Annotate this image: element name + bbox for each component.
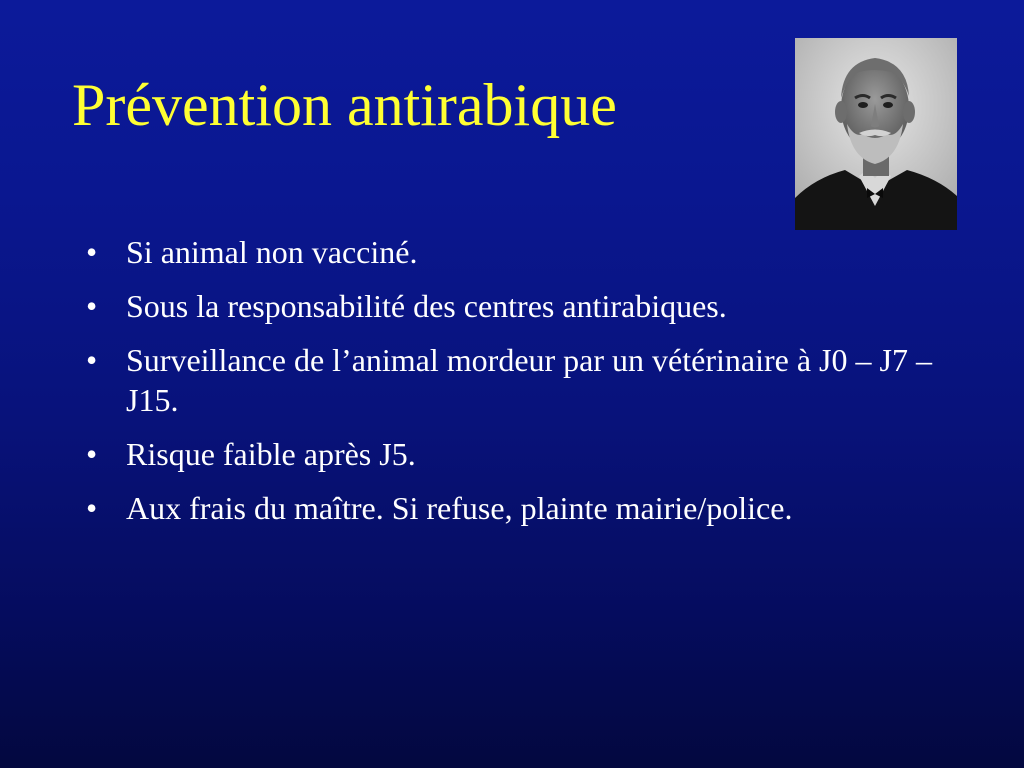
bullet-icon: • [86, 436, 98, 472]
list-item [86, 434, 966, 474]
bullet-text: Sous la responsabilité des centres antirabiques. [126, 288, 727, 324]
bullet-text: Surveillance de l’animal mordeur par un vétérinaire à J0 – J7 – J15. [126, 342, 932, 418]
bullet-icon: • [86, 342, 98, 378]
bullet-icon: • [86, 234, 98, 270]
bullet-text: Aux frais du maître. Si refuse, plainte mairie/police. [126, 490, 793, 526]
bullet-text: Risque faible après J5. [126, 436, 416, 472]
bullet-list [86, 232, 966, 542]
portrait-photo [795, 38, 957, 230]
list-item [86, 340, 966, 420]
list-item [86, 232, 966, 272]
bullet-text: Si animal non vacciné. [126, 234, 418, 270]
list-item [86, 488, 966, 528]
list-item [86, 286, 966, 326]
bullet-icon: • [86, 490, 98, 526]
slide-title: Prévention antirabique [72, 72, 617, 138]
bullet-icon: • [86, 288, 98, 324]
